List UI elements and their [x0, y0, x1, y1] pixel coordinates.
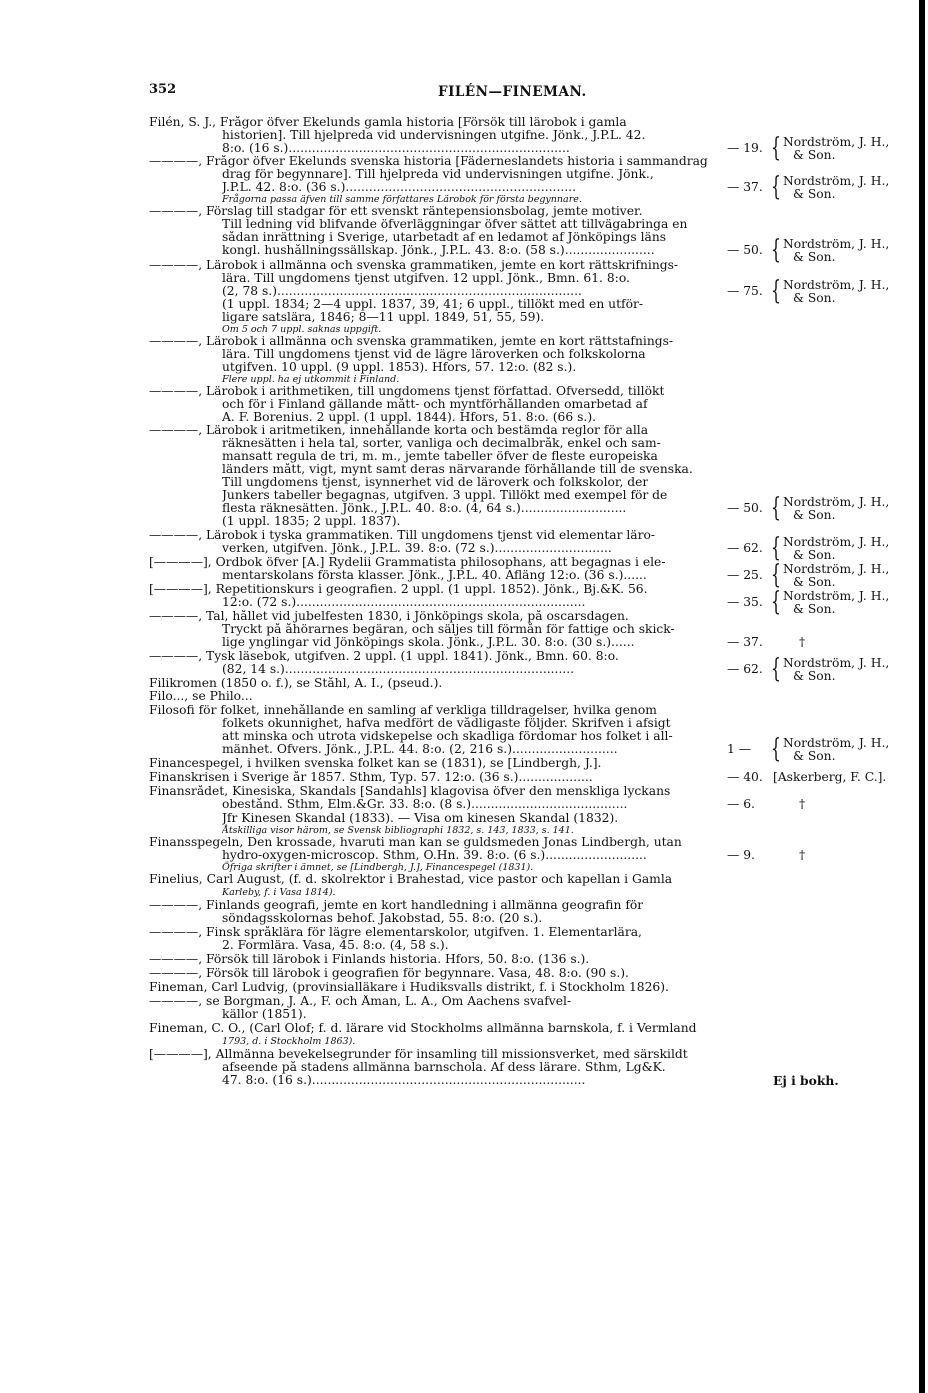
publisher-suffix: & Son.: [793, 575, 836, 589]
publisher-suffix: & Son.: [793, 187, 836, 201]
entry-line: [————], Ordbok öfver [A.] Rydelii Grammatista philosophans, att begagnas i ele-: [149, 556, 666, 569]
entry-line: kongl. hushållningssällskap. Jönk., J.P.L. 43. 8:o. (58 s.).......................: [222, 244, 655, 257]
entry-line: folkets okunnighet, hafva medfört de vådligaste följder. Skrifven i afsigt: [222, 717, 671, 730]
entry-line: A. F. Borenius. 2 uppl. (1 uppl. 1844). Hfors, 51. 8:o. (66 s.).: [222, 411, 597, 424]
price-value: — 40.: [727, 770, 763, 784]
entry-line: 8:o. (16 s.)........................................................................: [222, 142, 570, 155]
publisher-mark: †: [799, 848, 806, 862]
price-value: — 25.: [727, 568, 763, 582]
publisher-suffix: & Son.: [793, 548, 836, 562]
entry-line: utgifven. 10 uppl. (9 uppl. 1853). Hfors, 57. 12:o. (82 s.).: [222, 361, 577, 374]
entry-line: lära. Till ungdomens tjenst vid de lägre läroverken och folkskolorna: [222, 348, 646, 361]
entry-line: ————, Frågor öfver Ekelunds svenska historia [Fäderneslandets historia i sammandrag: [149, 155, 708, 168]
entry-line: ————, Lärobok i arithmetiken, till ungdomens tjenst författad. Öfversedd, tillökt: [149, 385, 665, 398]
entry-line: och för i Finland gällande mått- och myntförhållanden omarbetad af: [222, 398, 648, 411]
entry-line: Finansrådet, Kinesiska, Skandals [Sandahls] klagovisa öfver den menskliga lyckans: [149, 785, 671, 798]
entry-line: 12:o. (72 s.)..........................................................................: [222, 596, 586, 609]
entry-line: ————, Försök till lärobok i geografien för begynnare. Vasa, 48. 8:o. (90 s.).: [149, 967, 629, 980]
entry-line: Filo..., se Philo...: [149, 690, 253, 703]
entry-line: ————, Lärobok i aritmetiken, innehållande korta och bestämda reglor för alla: [149, 424, 649, 437]
entry-line: Filosofi för folket, innehållande en samling af verkliga tilldragelser, hvilka genom: [149, 704, 657, 717]
entry-line: 47. 8:o. (16 s.)......................................................................: [222, 1074, 586, 1087]
publisher-suffix: & Son.: [793, 669, 836, 683]
entry-line: lige ynglingar vid Jönköpings skola. Jönk., J.P.L. 30. 8:o. (30 s.)......: [222, 636, 635, 649]
entry-line: ————, Finlands geografi, jemte en kort handledning i allmänna geografin för: [149, 899, 644, 912]
entry-line: (1 uppl. 1834; 2—4 uppl. 1837, 39, 41; 6 uppl., tillökt med en utför-: [222, 298, 644, 311]
publisher-name: Nordström, J. H.,: [783, 174, 890, 188]
entry-line: hydro-oxygen-microscop. Sthm, O.Hn. 39. 8:o. (6 s.)..........................: [222, 849, 647, 862]
entry-line: ————, Lärobok i allmänna och svenska grammatiken, jemte en kort rättskrifnings-: [149, 259, 679, 272]
price-value: — 75.: [727, 284, 763, 298]
entry-line: Karleby, f. i Vasa 1814).: [222, 887, 336, 898]
price-value: — 50.: [727, 501, 763, 515]
entry-line: mansatt regula de tri, m. m., jemte tabeller öfver de fleste europeiska: [222, 450, 658, 463]
brace-mark: {: [771, 172, 781, 202]
entry-line: 2. Formlära. Vasa, 45. 8:o. (4, 58 s.).: [222, 939, 449, 952]
entry-line: Finelius, Carl August, (f. d. skolrektor i Brahestad, vice pastor och kapellan i Gamla: [149, 873, 673, 886]
entry-line: (1 uppl. 1835; 2 uppl. 1837).: [222, 515, 401, 528]
publisher-name: Nordström, J. H.,: [783, 656, 890, 670]
page-number: 352: [149, 82, 177, 97]
entry-line: obestånd. Sthm, Elm.&Gr. 33. 8:o. (8 s.)........................................: [222, 798, 628, 811]
entry-line: Fineman, C. O., (Carl Olof; f. d. lärare vid Stockholms allmänna barnskola, f. i Vermland: [149, 1022, 697, 1035]
entry-line: Finanskrisen i Sverige år 1857. Sthm, Typ. 57. 12:o. (36 s.)...................: [149, 771, 593, 784]
publisher-suffix: & Son.: [793, 250, 836, 264]
entry-line: att minska och utrota vidskepelse och skadliga fördomar hos folket i all-: [222, 730, 673, 743]
entry-line: Om 5 och 7 uppl. saknas uppgift.: [222, 324, 382, 335]
publisher-name: Nordström, J. H.,: [783, 589, 890, 603]
entry-line: räknesätten i hela tal, sorter, vanliga och decimalbråk, enkel och sam-: [222, 437, 661, 450]
brace-mark: {: [771, 533, 781, 563]
entry-line: Åtskilliga visor härom, se Svensk bibliographi 1832, s. 143, 1833, s. 141.: [222, 825, 574, 836]
brace-mark: {: [771, 587, 781, 617]
brace-mark: {: [771, 493, 781, 523]
entry-line: drag för begynnare]. Till hjelpreda vid undervisningen utgifne. Jönk.,: [222, 168, 654, 181]
price-value: — 9.: [727, 848, 755, 862]
publisher-name: Nordström, J. H.,: [783, 237, 890, 251]
entry-line: Jfr Kinesen Skandal (1833). — Visa om kinesen Skandal (1832).: [222, 812, 619, 825]
entry-line: ————, se Borgman, J. A., F. och Åman, L. A., Om Aachens svafvel-: [149, 995, 572, 1008]
entry-line: sådan inrättning i Sverige, utarbetadt af en ledamot af Jönköpings läns: [222, 231, 667, 244]
entry-line: ————, Tysk läsebok, utgifven. 2 uppl. (1 uppl. 1841). Jönk., Bmn. 60. 8:o.: [149, 650, 619, 663]
entry-line: Filikromen (1850 o. f.), se Ståhl, A. I., (pseud.).: [149, 677, 443, 690]
publisher-mark: †: [799, 797, 806, 811]
brace-mark: {: [771, 654, 781, 684]
entry-line: Financespegel, i hvilken svenska folket kan se (1831), se [Lindbergh, J.].: [149, 757, 602, 770]
entry-line: Finansspegeln, Den krossade, hvaruti man kan se guldsmeden Jonas Lindbergh, utan: [149, 836, 682, 849]
publisher-name: Nordström, J. H.,: [783, 736, 890, 750]
entry-line: mentarskolans första klasser. Jönk., J.P.L. 40. Afläng 12:o. (36 s.)......: [222, 569, 647, 582]
price-value: — 37.: [727, 635, 763, 649]
price-value: — 62.: [727, 541, 763, 555]
entry-line: söndagsskolornas behof. Jakobstad, 55. 8:o. (20 s.).: [222, 912, 543, 925]
entry-line: Frågorna passa äfven till samme författares Lärobok för första begynnare.: [222, 194, 582, 205]
entry-line: länders mått, vigt, mynt samt deras närvarande förhållande till de svenska.: [222, 463, 693, 476]
publisher-name: Nordström, J. H.,: [783, 535, 890, 549]
entry-line: verken, utgifven. Jönk., J.P.L. 39. 8:o. (72 s.)..............................: [222, 542, 612, 555]
entry-line: ————, Finsk språklära för lägre elementarskolor, utgifven. 1. Elementarlära,: [149, 926, 642, 939]
brace-mark: {: [771, 734, 781, 764]
entry-line: ligare satslära, 1846; 8—11 uppl. 1849, 51, 55, 59).: [222, 311, 545, 324]
publisher-name: Nordström, J. H.,: [783, 278, 890, 292]
running-head: FILÉN—FINEMAN.: [438, 84, 587, 100]
page-edge-rule: [919, 0, 925, 1393]
entry-line: ————, Tal, hållet vid jubelfesten 1830, i Jönköpings skola, på oscarsdagen.: [149, 610, 629, 623]
entry-line: flesta räknesätten. Jönk., J.P.L. 40. 8:o. (4, 64 s.)...........................: [222, 502, 627, 515]
entry-line: ————, Förslag till stadgar för ett svenskt räntepensionsbolag, jemte motiver.: [149, 205, 643, 218]
brace-mark: {: [771, 560, 781, 590]
entry-line: källor (1851).: [222, 1008, 307, 1021]
entry-line: Flere uppl. ha ej utkommit i Finland.: [222, 374, 400, 385]
publisher-suffix: & Son.: [793, 508, 836, 522]
entry-line: ————, Försök till lärobok i Finlands historia. Hfors, 50. 8:o. (136 s.).: [149, 953, 590, 966]
entry-line: lära. Till ungdomens tjenst utgifven. 12 uppl. Jönk., Bmn. 61. 8:o.: [222, 272, 630, 285]
entry-line: mänhet. Öfvers. Jönk., J.P.L. 44. 8:o. (2, 216 s.)...........................: [222, 743, 618, 756]
price-value: — 37.: [727, 180, 763, 194]
price-value: — 35.: [727, 595, 763, 609]
publisher-name: Nordström, J. H.,: [783, 495, 890, 509]
brace-mark: {: [771, 276, 781, 306]
price-value: 1 —: [727, 742, 752, 756]
publisher-mark: [Askerberg, F. C.].: [773, 770, 887, 784]
entry-line: J.P.L. 42. 8:o. (36 s.)...........................................................: [222, 181, 576, 194]
brace-mark: {: [771, 235, 781, 265]
entry-line: Till ungdomens tjenst, isynnerhet vid de läroverk och folkskolor, der: [222, 476, 649, 489]
entry-line: Öfriga skrifter i ämnet, se [Lindbergh, J.], Financespegel (1831).: [222, 862, 534, 873]
publisher-name: Nordström, J. H.,: [783, 135, 890, 149]
entry-line: Filén, S. J., Frågor öfver Ekelunds gamla historia [Försök till lärobok i gamla: [149, 116, 627, 129]
price-value: — 19.: [727, 141, 763, 155]
price-value: — 6.: [727, 797, 755, 811]
entry-line: ————, Lärobok i allmänna och svenska grammatiken, jemte en kort rättstafnings-: [149, 335, 674, 348]
price-value: — 50.: [727, 243, 763, 257]
entry-line: historien]. Till hjelpreda vid undervisningen utgifne. Jönk., J.P.L. 42.: [222, 129, 646, 142]
entry-line: Fineman, Carl Ludvig, (provinsialläkare i Hudiksvalls distrikt, f. i Stockholm 1826).: [149, 981, 669, 994]
publisher-suffix: & Son.: [793, 148, 836, 162]
entry-line: Junkers tabeller begagnas, utgifven. 3 uppl. Tillökt med exempel för de: [222, 489, 668, 502]
entry-line: (82, 14 s.)..........................................................................: [222, 663, 575, 676]
entry-line: Tryckt på åhörarnes begäran, och säljes till förmån för fattige och skick-: [222, 623, 675, 636]
entry-line: afseende på stadens allmänna barnschola. Af dess lärare. Sthm, Lg&K.: [222, 1061, 666, 1074]
brace-mark: {: [771, 133, 781, 163]
publisher-name: Nordström, J. H.,: [783, 562, 890, 576]
publisher-suffix: & Son.: [793, 602, 836, 616]
publisher-mark: Ej i bokh.: [773, 1073, 839, 1088]
publisher-suffix: & Son.: [793, 291, 836, 305]
entry-line: ————, Lärobok i tyska grammatiken. Till ungdomens tjenst vid elementar läro-: [149, 529, 656, 542]
entry-line: [————], Allmänna bevekelsegrunder för insamling till missionsverket, med särskildt: [149, 1048, 688, 1061]
entry-line: 1793, d. i Stockholm 1863).: [222, 1036, 356, 1047]
price-value: — 62.: [727, 662, 763, 676]
publisher-suffix: & Son.: [793, 749, 836, 763]
entry-line: (2, 78 s.)..............................................................................: [222, 285, 582, 298]
entry-line: [————], Repetitionskurs i geografien. 2 uppl. (1 uppl. 1852). Jönk., Bj.&K. 56.: [149, 583, 648, 596]
publisher-mark: †: [799, 635, 806, 649]
entry-line: Till ledning vid blifvande öfverläggningar öfver sättet att tillvägabringa en: [222, 218, 688, 231]
